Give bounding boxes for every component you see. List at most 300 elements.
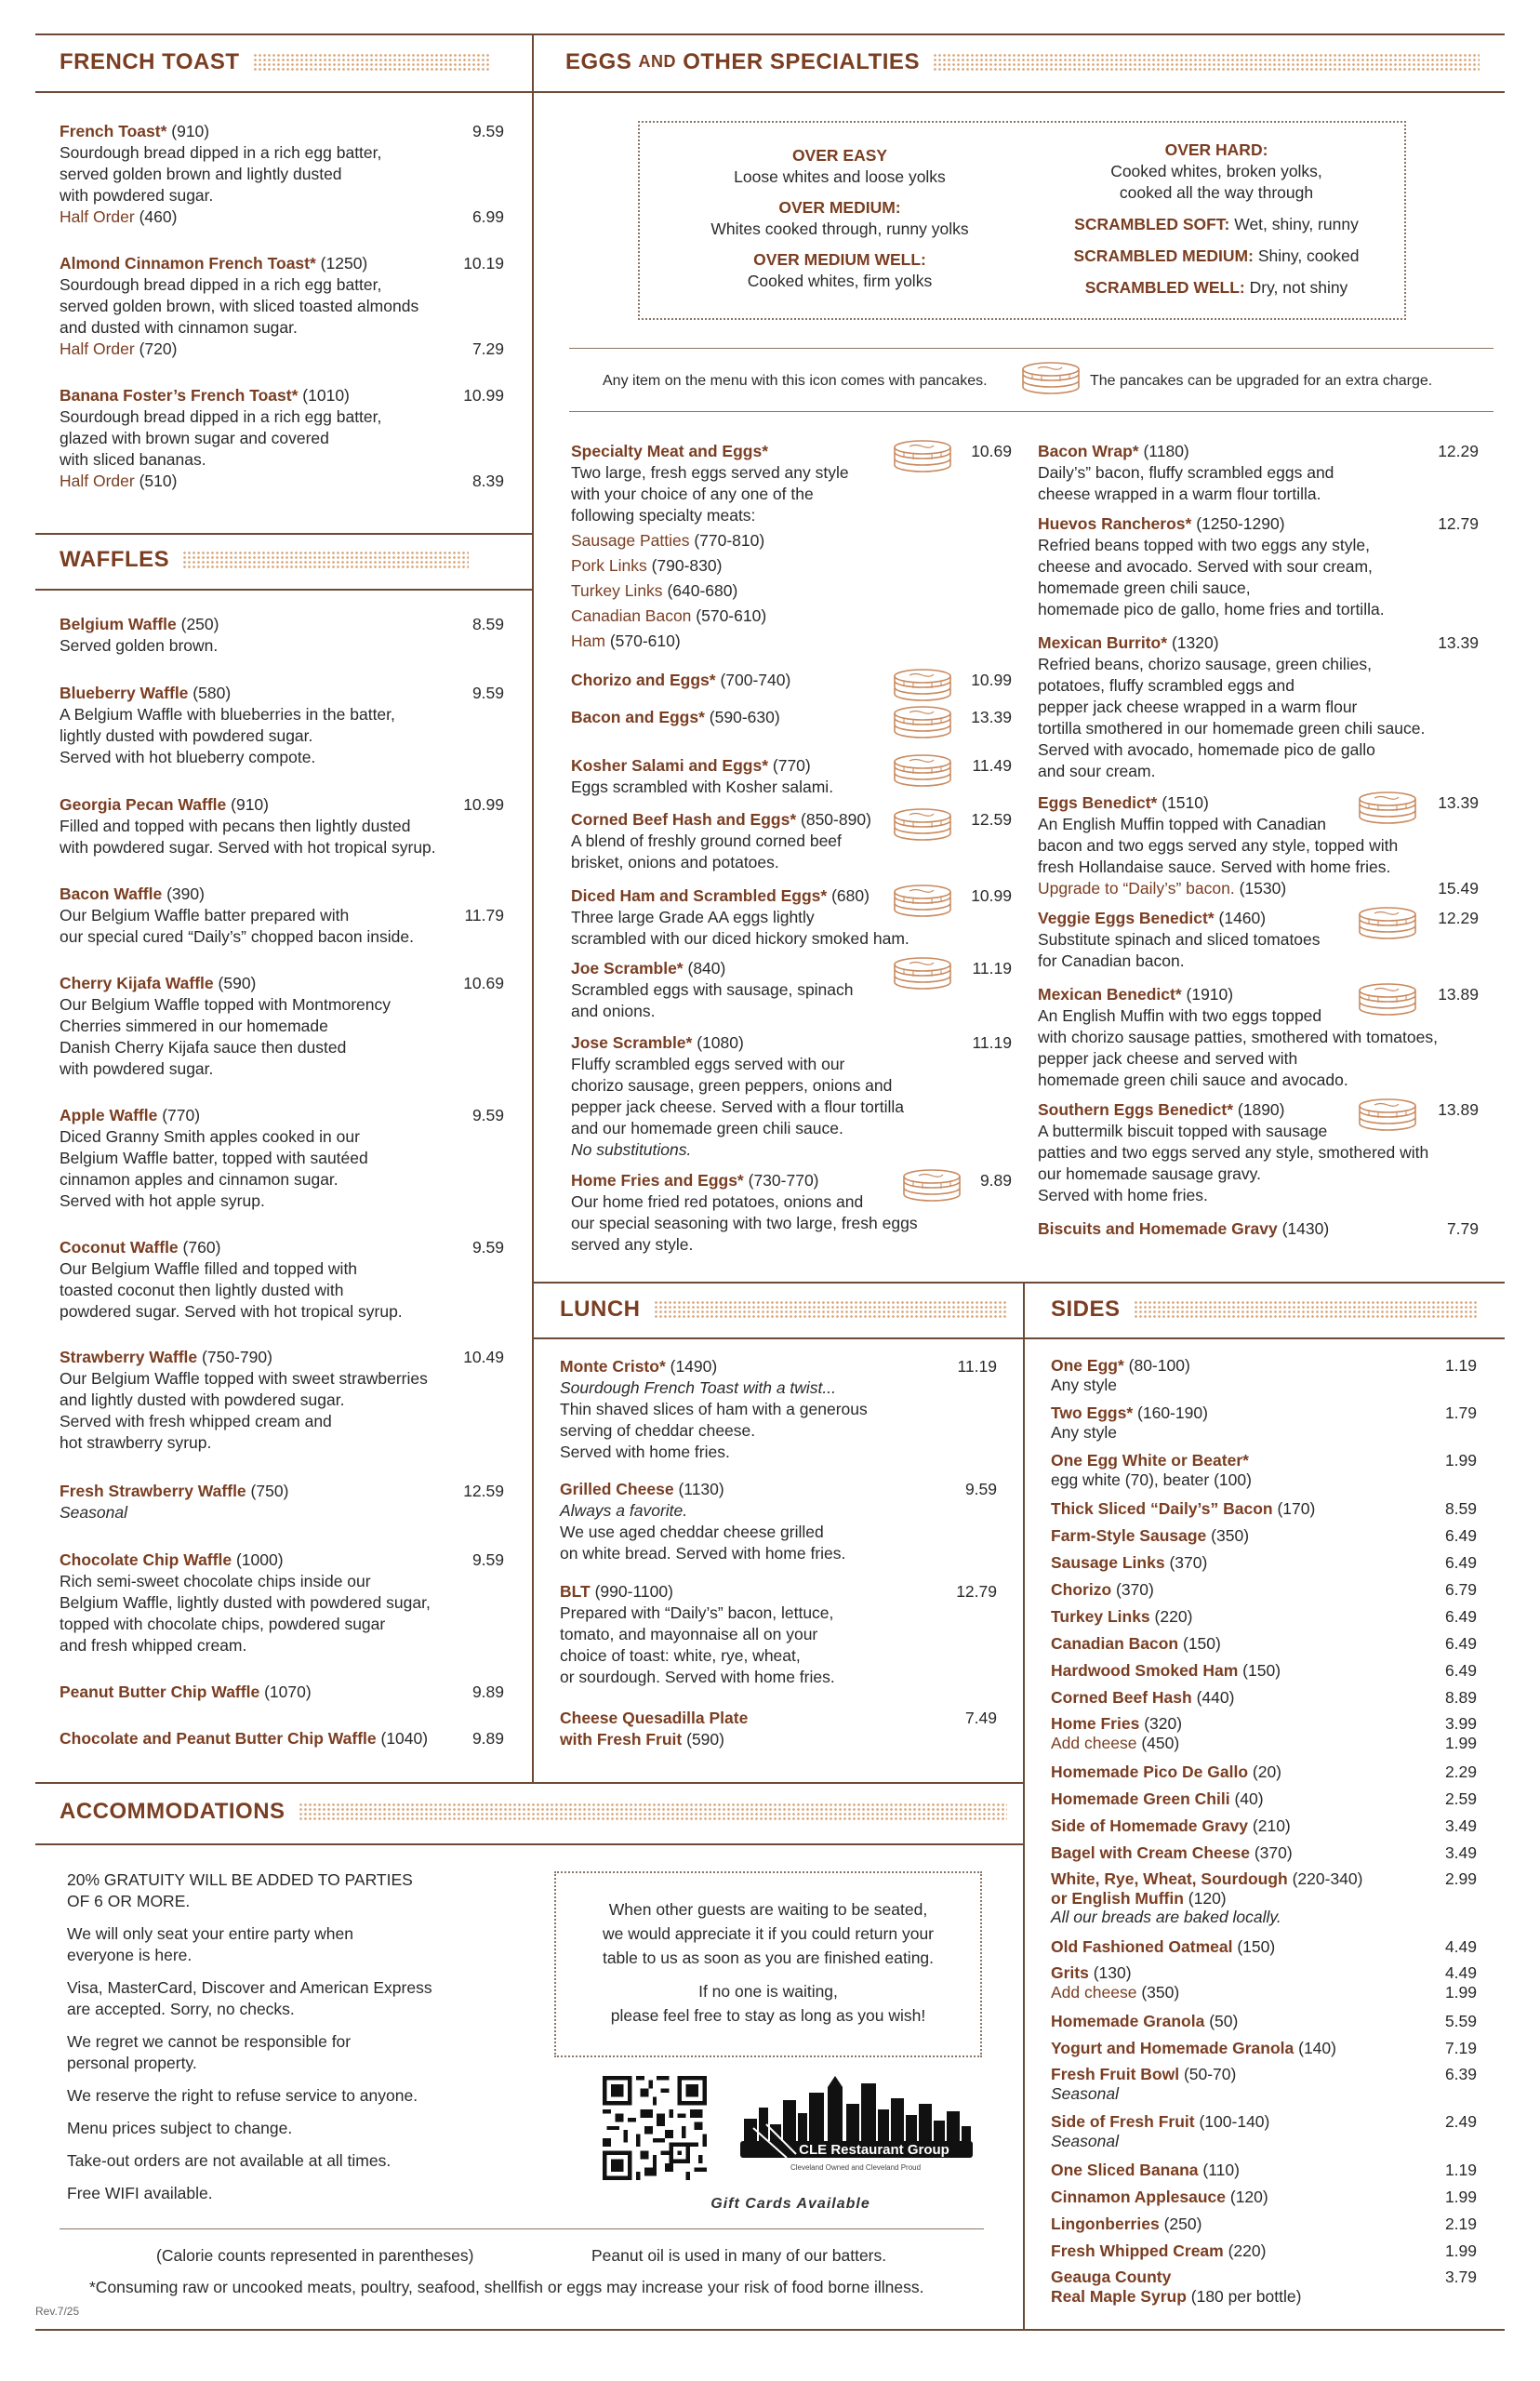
item-description: pepper jack cheese. Served with a flour tortilla (571, 1097, 904, 1116)
side-item (1051, 2214, 1477, 2235)
item-description: for Canadian bacon. (1038, 951, 1185, 970)
meat-option (571, 605, 1012, 627)
sides-title: SIDES (1051, 1298, 1478, 1320)
half-order-label: Half Order (60, 472, 135, 490)
side-calories: (110) (1202, 2161, 1240, 2179)
side-name: Farm-Style Sausage (1051, 1526, 1207, 1545)
item-line (1038, 513, 1479, 535)
footer-thin-rule (60, 2228, 984, 2229)
side-line-2 (1051, 1889, 1477, 1908)
side-name: Side of Fresh Fruit (1051, 2112, 1195, 2131)
side-note: Seasonal (1051, 2084, 1119, 2103)
accom-top-rule (35, 1782, 1023, 1784)
item-price: 12.29 (1438, 442, 1479, 460)
item-note: No substitutions. (571, 1140, 692, 1159)
half-order-calories: (720) (139, 339, 178, 358)
side-name: Old Fashioned Oatmeal (1051, 1937, 1233, 1956)
item-description: serving of cheddar cheese. (560, 1421, 756, 1440)
side-line (1051, 1842, 1477, 1864)
style-head: OVER HARD: (1164, 140, 1268, 159)
side-name: One Egg* (1051, 1356, 1124, 1375)
meat-name: Sausage Patties (571, 531, 690, 550)
item-name: Strawberry Waffle (60, 1348, 198, 1366)
side-calories: (370) (1254, 1843, 1293, 1862)
item-description: glazed with brown sugar and covered (60, 429, 329, 447)
side-price: 3.49 (1444, 1816, 1477, 1835)
item-description: and fresh whipped cream. (60, 1636, 247, 1655)
item-description: Substitute spinach and sliced tomatoes (1038, 930, 1321, 949)
item-price: 12.59 (971, 810, 1012, 829)
item-description: We use aged cheddar cheese grilled (560, 1523, 824, 1541)
item-calories: (590) (686, 1730, 724, 1749)
meat-name: Canadian Bacon (571, 606, 692, 625)
side-line (1051, 1451, 1477, 1470)
side-calories: (440) (1196, 1688, 1235, 1707)
item-description: Served with home fries. (1038, 1186, 1208, 1204)
side-name: Hardwood Smoked Ham (1051, 1661, 1239, 1680)
half-order-price: 8.39 (471, 472, 504, 490)
menu-item (560, 1356, 997, 1463)
item-description: A Belgium Waffle with blueberries in the batter, (60, 705, 395, 724)
side-item (1051, 1403, 1477, 1442)
side-line (1051, 1498, 1477, 1520)
style-head: OVER EASY (791, 146, 888, 165)
side-price: 2.19 (1444, 2215, 1477, 2233)
meat-option (571, 530, 1012, 552)
eggs-title: EGGS AND OTHER SPECIALTIES (565, 51, 1480, 73)
pancake-icon (891, 752, 954, 789)
item-calories: (1070) (264, 1683, 312, 1701)
item-price: 13.39 (1438, 793, 1479, 812)
item-line (60, 1347, 504, 1368)
item-description: with powdered sugar. Served with hot tropical syrup. (60, 838, 436, 857)
side-calories: (170) (1277, 1499, 1316, 1518)
item-name: Bacon Wrap* (1038, 442, 1139, 460)
item-line (60, 794, 504, 816)
side-price: 8.59 (1444, 1499, 1477, 1518)
pancake-note-left: Any item on the menu with this icon comes with pancakes. (603, 373, 988, 389)
side-price: 1.99 (1444, 2241, 1477, 2260)
item-price: 10.99 (971, 671, 1012, 689)
side-name: White, Rye, Wheat, Sourdough (1051, 1869, 1288, 1888)
item-description: Our Belgium Waffle batter prepared with (60, 906, 350, 924)
side-price: 8.89 (1444, 1688, 1477, 1707)
item-price: 13.39 (971, 708, 1012, 726)
item-line (60, 253, 504, 274)
pancake-note-rule-top (569, 348, 1494, 349)
item-description: cheese and avocado. Served with sour cream, (1038, 557, 1373, 576)
item-line (1038, 632, 1479, 654)
item-name: Bacon and Eggs* (571, 708, 705, 726)
item-description: cinnamon apples and cinnamon sugar. (60, 1170, 339, 1189)
item-price: 9.89 (979, 1171, 1012, 1190)
item-description: tomato, and mayonnaise all on your (560, 1625, 818, 1643)
menu-item (60, 121, 504, 228)
item-calories: (1080) (697, 1033, 744, 1052)
qr-code[interactable] (603, 2076, 707, 2180)
policy-line (67, 1977, 513, 2020)
logo-tagline: Cleveland Owned and Cleveland Proud (790, 2163, 922, 2172)
item-calories: (1000) (235, 1550, 284, 1569)
meat-calories: (570-610) (609, 632, 681, 650)
item-description: Our Belgium Waffle topped with sweet strawberries (60, 1369, 428, 1388)
side-price: 6.39 (1444, 2065, 1477, 2083)
item-name: Mexican Benedict* (1038, 985, 1182, 1004)
menu-item (1038, 1218, 1479, 1240)
side-item (1051, 2065, 1477, 2103)
side-name: Homemade Green Chili (1051, 1789, 1230, 1808)
item-description: Thin shaved slices of ham with a generous (560, 1400, 868, 1418)
item-description: Two large, fresh eggs served any style (571, 463, 849, 482)
add-on-label: Add cheese (1051, 1983, 1137, 2002)
item-name: Chocolate and Peanut Butter Chip Waffle (60, 1729, 377, 1748)
side-name-2: Real Maple Syrup (1051, 2287, 1187, 2306)
item-calories: (760) (182, 1238, 221, 1257)
pancake-note-rule-bottom (569, 411, 1494, 412)
upgrade-line (1038, 878, 1479, 899)
item-price: 9.59 (471, 684, 504, 702)
item-price: 10.19 (463, 254, 504, 273)
item-description: Diced Granny Smith apples cooked in our (60, 1127, 360, 1146)
side-line (1051, 2268, 1477, 2287)
item-price: 9.89 (471, 1683, 504, 1701)
item-description: Eggs scrambled with Kosher salami. (571, 778, 834, 796)
menu-item (560, 1479, 997, 1564)
item-line (60, 1481, 504, 1502)
item-description: with sliced bananas. (60, 450, 206, 469)
item-calories: (1250) (320, 254, 368, 273)
item-name: Kosher Salami and Eggs* (571, 756, 769, 775)
pancake-icon (891, 703, 954, 740)
item-price: 10.69 (463, 974, 504, 992)
policy-line (67, 2150, 513, 2172)
item-line (560, 1581, 997, 1603)
side-calories: (150) (1183, 1634, 1221, 1653)
item-line (60, 683, 504, 704)
policy-text: 20% GRATUITY WILL BE ADDED TO PARTIES (67, 1870, 413, 1889)
pancake-note-right: The pancakes can be upgraded for an extra charge. (1090, 373, 1433, 389)
item-price: 13.39 (1438, 633, 1479, 652)
item-name: Chorizo and Eggs* (571, 671, 716, 689)
item-calories: (700-740) (720, 671, 791, 689)
item-price: 11.79 (464, 906, 504, 924)
add-on-label: Add cheese (1051, 1734, 1137, 1752)
menu-item (560, 1581, 997, 1688)
item-name: Joe Scramble* (571, 959, 684, 978)
item-calories: (1890) (1237, 1100, 1285, 1119)
menu-item (60, 1682, 504, 1703)
item-description: Sourdough bread dipped in a rich egg batter, (60, 143, 382, 162)
item-calories: (840) (687, 959, 726, 978)
add-on-price: 1.99 (1444, 1734, 1477, 1752)
side-item (1051, 2160, 1477, 2181)
item-description: and our homemade green chili sauce. (571, 1119, 843, 1137)
policy-line (67, 2085, 513, 2107)
item-description: A blend of freshly ground corned beef (571, 831, 842, 850)
item-calories: (1180) (1143, 442, 1189, 460)
item-description: toasted coconut then lightly dusted with (60, 1281, 344, 1299)
side-name: One Egg White or Beater* (1051, 1451, 1249, 1470)
side-item (1051, 1789, 1477, 1810)
item-description: and dusted with cinnamon sugar. (60, 318, 298, 337)
side-calories: (370) (1116, 1580, 1154, 1599)
side-name: Homemade Granola (1051, 2012, 1205, 2030)
side-item (1051, 1552, 1477, 1574)
pancake-icon (1356, 980, 1419, 1018)
side-price: 6.49 (1444, 1607, 1477, 1626)
item-name: Eggs Benedict* (1038, 793, 1158, 812)
side-calories: (250) (1163, 2215, 1202, 2233)
item-description: Danish Cherry Kijafa sauce then dusted (60, 1038, 347, 1057)
add-on-line (1051, 1734, 1477, 1752)
side-item (1051, 1842, 1477, 1864)
revision-label: Rev.7/25 (35, 2305, 80, 2318)
item-name: Cheese Quesadilla Plate (560, 1709, 749, 1727)
item-name: Belgium Waffle (60, 615, 177, 633)
side-price: 1.19 (1444, 1356, 1477, 1375)
menu-item (60, 794, 504, 858)
side-line (1051, 2241, 1477, 2262)
side-calories-2: (120) (1188, 1889, 1227, 1908)
side-line (1051, 1789, 1477, 1810)
item-description: homemade green chili sauce, (1038, 579, 1251, 597)
menu-item (60, 1237, 504, 1323)
meat-name: Pork Links (571, 556, 647, 575)
policy-line (67, 2031, 513, 2074)
menu-item (60, 884, 504, 948)
style-text: Loose whites and loose yolks (734, 167, 946, 186)
item-price: 11.19 (972, 1033, 1012, 1052)
item-description: homemade pico de gallo, home fries and tortilla. (1038, 600, 1385, 619)
side-calories: (40) (1234, 1789, 1264, 1808)
side-name: One Sliced Banana (1051, 2161, 1199, 2179)
egg-styles-left (640, 145, 1040, 292)
side-name: Homemade Pico De Gallo (1051, 1762, 1249, 1781)
item-line (571, 1032, 1012, 1054)
french-toast-title: FRENCH TOAST (60, 51, 491, 73)
item-description: on white bread. Served with home fries. (560, 1544, 846, 1563)
item-description: and sour cream. (1038, 762, 1156, 780)
item-description: brisket, onions and potatoes. (571, 853, 779, 871)
item-name: Almond Cinnamon French Toast* (60, 254, 316, 273)
menu-item (60, 1550, 504, 1656)
side-line (1051, 2011, 1477, 2032)
item-calories: (770) (772, 756, 811, 775)
item-name: Corned Beef Hash and Eggs* (571, 810, 797, 829)
side-line (1051, 1579, 1477, 1601)
item-description: Served with home fries. (560, 1443, 730, 1461)
item-price: 11.49 (972, 756, 1012, 775)
side-item (1051, 1525, 1477, 1547)
item-tagline: Sourdough French Toast with a twist... (560, 1378, 837, 1397)
side-name: Grits (1051, 1963, 1089, 1982)
top-rule (35, 33, 1505, 35)
item-price: 12.29 (1438, 909, 1479, 927)
half-order-price: 7.29 (471, 339, 504, 358)
item-name: Mexican Burrito* (1038, 633, 1168, 652)
side-line (1051, 1356, 1477, 1376)
item-description: with powdered sugar. (60, 186, 214, 205)
sides-divider (1023, 1282, 1025, 2329)
item-note: Seasonal (60, 1503, 127, 1522)
side-line (1051, 1869, 1477, 1889)
accommodations-title: ACCOMMODATIONS (60, 1801, 1007, 1822)
item-description: Sourdough bread dipped in a rich egg batter, (60, 407, 382, 426)
half-order-price: 6.99 (471, 207, 504, 226)
side-line (1051, 1606, 1477, 1628)
cle-logo (735, 2072, 976, 2178)
item-description: our special cured “Daily’s” chopped bacon inside. (60, 927, 415, 946)
side-item (1051, 1660, 1477, 1682)
item-description: Served golden brown. (60, 636, 219, 655)
menu-item (60, 683, 504, 768)
side-name: Geauga County (1051, 2268, 1172, 2286)
item-description: Rich semi-sweet chocolate chips inside our (60, 1572, 371, 1590)
side-line (1051, 1660, 1477, 1682)
item-calories: (1130) (678, 1480, 724, 1498)
item-description: hot strawberry syrup. (60, 1433, 212, 1452)
side-line (1051, 2214, 1477, 2235)
item-description: with powdered sugar. (60, 1059, 214, 1078)
item-line (60, 1682, 504, 1703)
notice-box (554, 1871, 982, 2057)
item-description: following specialty meats: (571, 506, 756, 525)
style-text: Whites cooked through, runny yolks (710, 219, 969, 238)
item-description: with chorizo sausage patties, smothered with tomatoes, (1038, 1028, 1438, 1046)
item-line (60, 614, 504, 635)
side-calories: (150) (1242, 1661, 1281, 1680)
item-calories: (850-890) (801, 810, 871, 829)
meat-name: Turkey Links (571, 581, 663, 600)
item-description: Served with hot blueberry compote. (60, 748, 316, 766)
add-on-line (1051, 1983, 1477, 2002)
side-price: 4.49 (1444, 1937, 1477, 1956)
menu-item (60, 973, 504, 1080)
side-calories: (160-190) (1137, 1403, 1208, 1422)
side-line (1051, 2187, 1477, 2208)
add-on-price: 1.99 (1444, 1983, 1477, 2002)
item-description: Refried beans topped with two eggs any style, (1038, 536, 1371, 554)
side-price: 3.99 (1444, 1714, 1477, 1733)
item-description: chorizo sausage, green peppers, onions and (571, 1076, 893, 1095)
item-description: served golden brown, with sliced toasted almonds (60, 297, 419, 315)
side-item (1051, 1579, 1477, 1601)
policy-line (67, 2118, 513, 2139)
side-price: 6.79 (1444, 1580, 1477, 1599)
item-description: Cherries simmered in our homemade (60, 1017, 328, 1035)
side-note: Seasonal (1051, 2132, 1119, 2150)
meat-option (571, 555, 1012, 577)
meat-option (571, 631, 1012, 652)
side-calories-2: (180 per bottle) (1190, 2287, 1302, 2306)
side-price: 2.49 (1444, 2112, 1477, 2131)
side-price: 2.99 (1444, 1869, 1477, 1888)
side-note: All our breads are baked locally. (1051, 1908, 1281, 1926)
half-order-line (60, 206, 504, 228)
item-description: our special seasoning with two large, fresh eggs (571, 1214, 918, 1232)
meat-calories: (570-610) (696, 606, 767, 625)
item-description: served any style. (571, 1235, 694, 1254)
menu-item (60, 1105, 504, 1212)
policy-text: Take-out orders are not available at all times. (67, 2151, 392, 2170)
side-item (1051, 1762, 1477, 1783)
item-description: or sourdough. Served with home fries. (560, 1668, 835, 1686)
side-calories: (320) (1144, 1714, 1183, 1733)
item-description: with your choice of any one of the (571, 485, 814, 503)
item-price: 13.89 (1438, 985, 1479, 1004)
bottom-rule (35, 2329, 1505, 2331)
item-price: 12.79 (956, 1582, 997, 1601)
item-name: Huevos Rancheros* (1038, 514, 1192, 533)
item-name: Peanut Butter Chip Waffle (60, 1683, 260, 1701)
item-calories: (390) (166, 885, 205, 903)
item-price: 11.19 (957, 1357, 997, 1376)
scrambled-medium: SCRAMBLED MEDIUM: Shiny, cooked (1073, 246, 1360, 265)
item-price: 10.99 (463, 386, 504, 405)
item-calories: (1010) (302, 386, 350, 405)
side-item (1051, 2268, 1477, 2306)
side-name: Canadian Bacon (1051, 1634, 1179, 1653)
side-item (1051, 2112, 1477, 2150)
item-price: 13.89 (1438, 1100, 1479, 1119)
item-line (60, 385, 504, 406)
menu-item (560, 1708, 997, 1750)
item-calories: (730-770) (748, 1171, 819, 1190)
side-price: 5.59 (1444, 2012, 1477, 2030)
side-line (1051, 2160, 1477, 2181)
waffles-top-rule (35, 533, 532, 535)
side-item (1051, 1633, 1477, 1655)
item-calories: (680) (831, 886, 870, 905)
side-item (1051, 2187, 1477, 2208)
side-calories: (50-70) (1183, 2065, 1237, 2083)
side-name: Lingonberries (1051, 2215, 1160, 2233)
item-line-2 (560, 1729, 997, 1750)
menu-item (1038, 513, 1479, 620)
skyline-icon (735, 2072, 976, 2165)
meat-option (571, 580, 1012, 602)
half-order-label: Half Order (60, 339, 135, 358)
notice-text: When other guests are waiting to be seated, we would appreciate it if you could return your table to us as soon as you are finished eating. If no one is waiting, please feel free to stay as long as you wish! (602, 1900, 935, 2025)
pancake-icon (891, 805, 954, 843)
menu-item (1038, 441, 1479, 505)
side-name: Chorizo (1051, 1580, 1112, 1599)
item-name: Chocolate Chip Waffle (60, 1550, 232, 1569)
side-calories: (100-140) (1199, 2112, 1270, 2131)
menu-item (60, 1728, 504, 1749)
item-calories: (1040) (380, 1729, 429, 1748)
side-line (1051, 2112, 1477, 2132)
side-item (1051, 1356, 1477, 1394)
policy-text: We reserve the right to refuse service to anyone. (67, 2086, 418, 2105)
side-line (1051, 1963, 1477, 1983)
side-name: Thick Sliced “Daily’s” Bacon (1051, 1499, 1273, 1518)
item-name: Southern Eggs Benedict* (1038, 1100, 1234, 1119)
item-name: Cherry Kijafa Waffle (60, 974, 214, 992)
menu-item (571, 1032, 1012, 1161)
item-calories: (770) (162, 1106, 201, 1124)
side-name: Side of Homemade Gravy (1051, 1816, 1249, 1835)
side-name: Cinnamon Applesauce (1051, 2188, 1226, 2206)
side-line-2 (1051, 2287, 1477, 2306)
item-price: 12.59 (463, 1482, 504, 1500)
item-description: pepper jack cheese wrapped in a warm flour (1038, 698, 1358, 716)
item-description: tortilla smothered in our homemade green chili sauce. (1038, 719, 1426, 738)
side-price: 6.49 (1444, 1526, 1477, 1545)
side-item (1051, 1936, 1477, 1958)
policy-text: everyone is here. (67, 1946, 192, 1964)
item-description: our homemade sausage gravy. (1038, 1164, 1261, 1183)
